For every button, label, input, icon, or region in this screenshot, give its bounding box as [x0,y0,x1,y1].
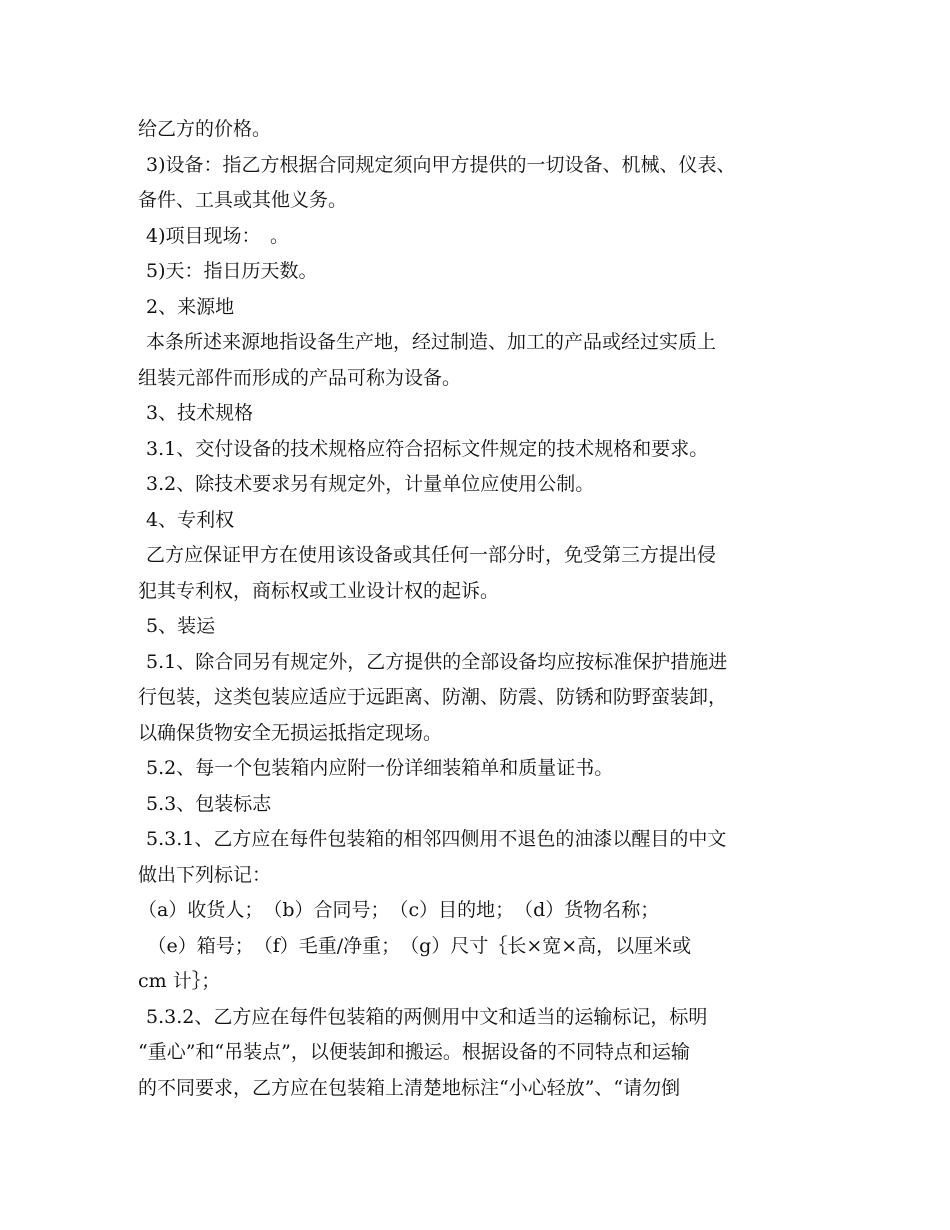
text-line: 5.3、包装标志 [146,792,272,815]
text-line: 以确保货物安全无损运抵指定现场。 [138,721,443,744]
text-line: 犯其专利权，商标权或工业设计权的起诉。 [138,579,500,602]
section-heading: 4、专利权 [146,508,235,531]
text-line: 5.2、每一个包装箱内应附一份详细装箱单和质量证书。 [146,757,614,779]
text-line: 行包装，这类包装应适应于远距离、防潮、防震、防锈和防野蛮装卸， [138,686,728,708]
text-line: 给乙方的价格。 [138,118,272,140]
section-heading: 5、装运 [146,615,216,637]
section-heading: 3、技术规格 [146,402,254,424]
text-line: 5.3.1、乙方应在每件包装箱的相邻四侧用不退色的油漆以醒目的中文 [146,828,727,850]
text-line: 3)设备：指乙方根据合同规定须向甲方提供的一切设备、机械、仪表、 [146,153,736,176]
text-line: 5.1、除合同另有规定外，乙方提供的全部设备均应按标准保护措施进 [146,650,728,673]
section-heading: 2、来源地 [146,295,235,318]
text-line: 本条所述来源地指设备生产地，经过制造、加工的产品或经过实质上 [146,331,717,353]
text-line: 的不同要求，乙方应在包装箱上清楚地标注“小心轻放”、“请勿倒 [138,1076,681,1099]
text-line: “重心”和“吊装点”，以便装卸和搬运。根据设备的不同特点和运输 [138,1041,690,1063]
document-body [138,112,838,1106]
text-line: 备件、工具或其他义务。 [138,189,348,211]
text-line: 乙方应保证甲方在使用该设备或其任何一部分时，免受第三方提出侵 [146,544,717,566]
text-line: 5)天：指日历天数。 [146,260,318,282]
text-line: （e）箱号； （f）毛重/净重； （g）尺寸｛长×宽×高，以厘米或 [138,934,692,957]
text-line: cm 计｝； [138,970,221,992]
text-line: 3.1、交付设备的技术规格应符合招标文件规定的技术规格和要求。 [146,437,709,460]
text-line: 5.3.2、乙方应在每件包装箱的两侧用中文和适当的运输标记，标明 [146,1005,708,1028]
text-line: 做出下列标记： [138,863,272,886]
text-line: 4)项目现场： 。 [146,224,290,247]
text-line: （a）收货人； （b）合同号； （c）目的地； （d）货物名称； [138,899,660,921]
text-line: 组装元部件而形成的产品可称为设备。 [138,366,462,389]
text-line: 3.2、除技术要求另有规定外，计量单位应使用公制。 [146,473,595,495]
